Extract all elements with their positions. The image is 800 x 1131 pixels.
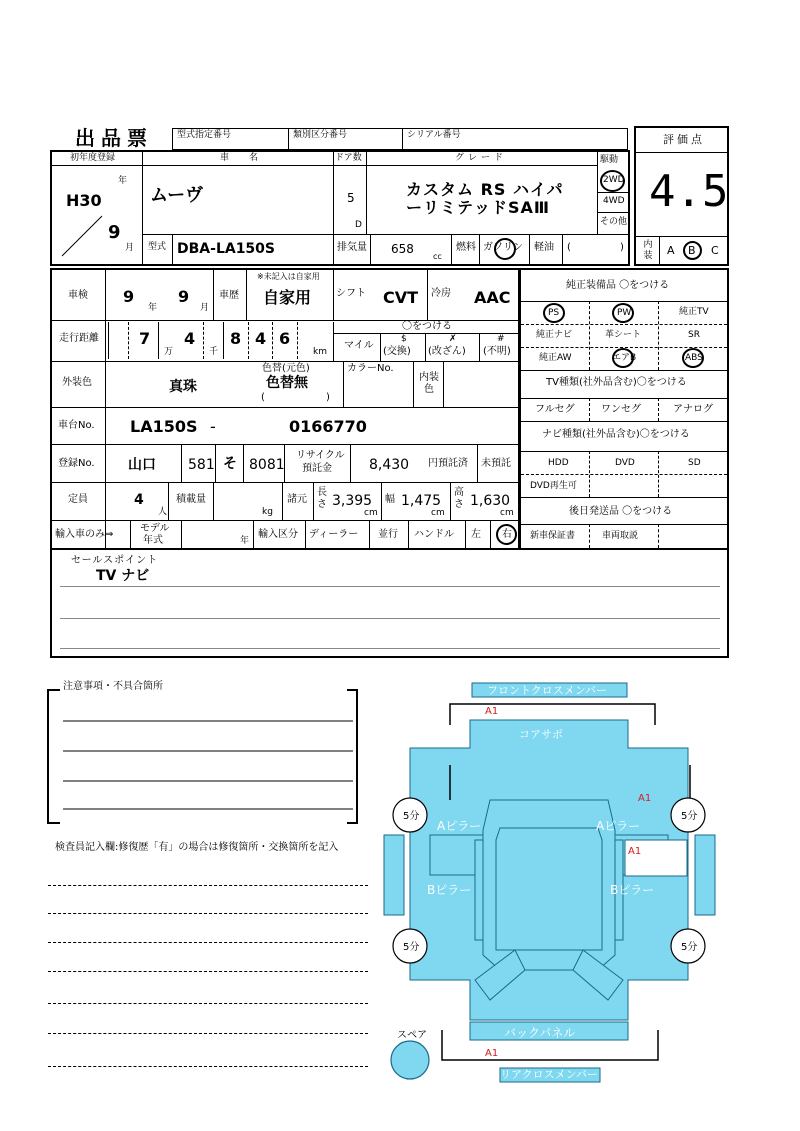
drive-other: その他 [600,217,628,227]
drive-4wd: 4WD [603,196,625,206]
fuel-paren-open: ( [567,242,571,253]
dvd-playback: DVD再生可 [530,481,577,491]
height-label-2: さ [454,499,464,510]
page-title: 出品票 [75,126,153,150]
interior-grade-b: B [688,244,696,257]
sales-point-text: TV ナビ [96,568,150,584]
handle-left: 左 [471,529,481,540]
equipment-title: 純正装備品 〇をつける [566,280,670,291]
equip-aw: 純正AW [539,353,572,363]
unknown-label: (不明) [483,346,511,357]
mileage-digit-3: 8 [230,329,242,348]
width-value: 1,475 [401,493,442,509]
interior-grade-a: A [667,244,675,257]
spare-tire [391,1041,429,1079]
aircon-value: AAC [474,288,511,307]
interior-color-label-2: 色 [424,384,434,395]
recycle-label-2: 預託金 [302,463,332,474]
doors-unit: D [355,220,362,230]
back-panel-label: バックパネル [504,1026,576,1040]
handle-right: 右 [502,529,512,540]
mark-right-door: A1 [628,846,642,857]
shift-label: シフト [336,288,366,299]
roof-panel [496,828,602,950]
mile-label: マイル [344,340,374,351]
chassis-number: 0166770 [289,417,367,436]
repaint-value: 色替無 [266,375,308,391]
wheel-front-right: 5分 [681,811,698,822]
history-value: 自家用 [263,288,312,307]
model-year-label-2: 年式 [143,535,163,546]
front-cross-label: フロントクロスメンバー [487,684,608,697]
capacity-unit: 人 [158,507,168,517]
left-rocker-outer [384,835,404,915]
shaken-month-unit: 月 [200,303,210,313]
fuel-diesel: 軽油 [534,242,554,253]
repaint-paren-close: ) [326,392,330,403]
category-label: 類別区分番号 [293,130,348,140]
equip-pw: PW [617,308,632,318]
width-unit: cm [431,508,445,518]
tv-title: TV種類(社外品含む)〇をつける [546,377,687,388]
grade-line-2: ーリミテッドSAⅢ [406,198,551,217]
rating-label: 評価点 [663,133,705,146]
repaint-paren-open: ( [261,392,265,403]
plate-number: 8081 [249,457,285,473]
chassis-label: 車台No. [58,420,95,431]
a-pillar-right-label: Aピラー [596,819,641,833]
history-note: ※未記入は自家用 [257,272,320,281]
tamper-label: (改ざん) [428,346,466,357]
interior-label: 内装 [643,240,653,261]
notes-bracket [45,685,375,830]
recycle-label-1: リサイクル [296,450,345,461]
unknown-symbol: # [497,334,505,344]
sen-unit: 千 [209,347,219,357]
tv-analog: アナログ [673,404,713,415]
exchange-symbol: $ [401,334,407,344]
doors-value: 5 [347,191,355,205]
plate-kana: そ [223,456,237,472]
dealer-label: ディーラー [309,529,359,540]
dims-label: 諸元 [287,494,307,505]
right-rocker-outer [695,835,715,915]
import-type-label: 輸入区分 [258,529,298,540]
color-value: 真珠 [169,379,197,395]
shaken-month: 9 [178,287,190,306]
capacity-value: 4 [134,492,144,508]
first-reg-slash [52,166,142,264]
interior-color-label-1: 内装 [419,372,439,383]
rating-value: 4.5 [649,166,729,217]
month-unit: 月 [125,243,135,253]
mark-front-cross: A1 [485,706,499,717]
repaint-label: 色替(元色) [262,363,310,374]
recycle-unpaid: 未預託 [481,458,511,469]
navi-title: ナビ種類(社外品含む)〇をつける [542,429,690,440]
mileage-digit-4: 4 [255,329,267,348]
year-unit: 年 [118,176,128,186]
fuel-paren-close: ) [620,242,624,253]
mark-note: 〇をつける [402,321,452,332]
history-label: 車歴 [219,290,239,301]
drive-2wd: 2WD [603,175,625,185]
displacement-unit: cc [433,252,442,261]
model-value: DBA-LA150S [177,241,275,257]
import-only-label: 輸入車のみ⇒ [55,529,114,540]
plate-label: 登録No. [58,458,95,469]
fuel-gasoline: ガソリン [483,242,523,253]
mileage-digit-5: 6 [279,329,291,348]
first-reg-month: 9 [108,222,121,243]
handle-label: ハンドル [414,529,454,540]
model-year-unit: 年 [240,536,250,546]
doors-label: ドア数 [335,153,362,163]
serial-label: シリアル番号 [407,130,461,140]
color-label: 外装色 [62,377,92,388]
length-label-2: さ [317,499,327,510]
later-title: 後日発送品 〇をつける [569,506,673,517]
equip-sr: SR [688,330,700,340]
equip-airbag: エアB [612,353,637,363]
tv-fullseg: フルセグ [535,404,575,415]
mileage-digit-1: 7 [139,329,151,348]
equip-abs: ABS [685,353,703,363]
exchange-label: (交換) [383,346,411,357]
wheel-front-left: 5分 [403,811,420,822]
grade-label: グレード [455,153,508,163]
left-b-pillar [475,840,483,940]
spare-label: スペア [397,1030,427,1041]
recycle-paid: 円預託済 [428,458,468,469]
displacement-value: 658 [391,242,414,256]
aircon-label: 冷房 [431,288,451,299]
first-reg-year: H30 [66,191,102,210]
height-unit: cm [500,508,514,518]
shaken-label: 車検 [68,290,88,301]
navi-hdd: HDD [548,458,569,468]
plate-class: 581 [188,457,215,473]
wheel-rear-left: 5分 [403,942,420,953]
drive-label: 駆動 [600,155,619,165]
shaken-year-unit: 年 [148,303,158,313]
equip-leather: 革シート [605,330,642,340]
recycle-amount: 8,430 [369,457,410,473]
color-no-label: カラーNo. [347,363,394,374]
a-pillar-left-label: Aピラー [437,819,482,833]
shift-value: CVT [383,288,419,307]
mileage-label: 走行距離 [59,333,99,344]
navi-sd: SD [688,458,701,468]
length-value: 3,395 [332,493,373,509]
length-unit: cm [364,508,378,518]
km-unit: km [313,347,327,357]
navi-dvd: DVD [615,458,635,468]
equip-navi: 純正ナビ [536,330,573,340]
equip-ps: PS [548,308,560,318]
fuel-label: 燃料 [456,242,476,253]
notes-label: 注意事項・不具合箇所 [63,681,163,692]
b-pillar-left-label: Bピラー [427,883,472,897]
fuel-gasoline-circle[interactable] [494,238,516,260]
mark-rear-cross: A1 [485,1048,499,1059]
grade-line-1: カスタム RS ハイパ [406,180,564,199]
type-designation-label: 型式指定番号 [177,130,232,140]
sales-point-label: セールスポイント [71,555,159,566]
rear-cross-label: リアクロスメンバー [500,1068,598,1081]
later-warranty: 新車保証書 [530,531,576,541]
b-pillar-right-label: Bピラー [610,883,655,897]
first-reg-label: 初年度登録 [70,153,116,163]
model-year-label-1: モデル [140,523,170,534]
load-unit: kg [262,507,273,517]
wheel-rear-right: 5分 [681,942,698,953]
parallel-label: 並行 [378,529,398,540]
mark-right-fender: A1 [638,793,652,804]
displacement-label: 排気量 [337,242,367,253]
vehicle-name: ムーヴ [150,185,204,206]
model-label: 型式 [148,242,167,252]
name-label: 車名 [220,153,279,163]
shaken-year: 9 [123,287,135,306]
height-label-1: 高 [454,487,464,498]
height-value: 1,630 [470,493,511,509]
width-label: 幅 [385,494,395,505]
later-manual: 車両取説 [602,531,639,541]
interior-grade-c: C [711,244,719,257]
equip-tv: 純正TV [679,307,709,317]
inspector-label: 検査員記入欄:修復歴「有」の場合は修復箇所・交換箇所を記入 [55,842,339,853]
chassis-prefix: LA150S [130,417,198,436]
length-label-1: 長 [317,487,327,498]
mileage-digit-2: 4 [184,329,196,348]
plate-region: 山口 [128,457,156,473]
tv-oneseg: ワンセグ [601,404,641,415]
chassis-dash: - [210,417,216,436]
core-support-label: コアサポ [519,728,563,741]
load-label: 積載量 [176,494,206,505]
capacity-label: 定員 [68,494,88,505]
tamper-symbol: ✗ [449,334,457,344]
man-unit: 万 [164,347,174,357]
